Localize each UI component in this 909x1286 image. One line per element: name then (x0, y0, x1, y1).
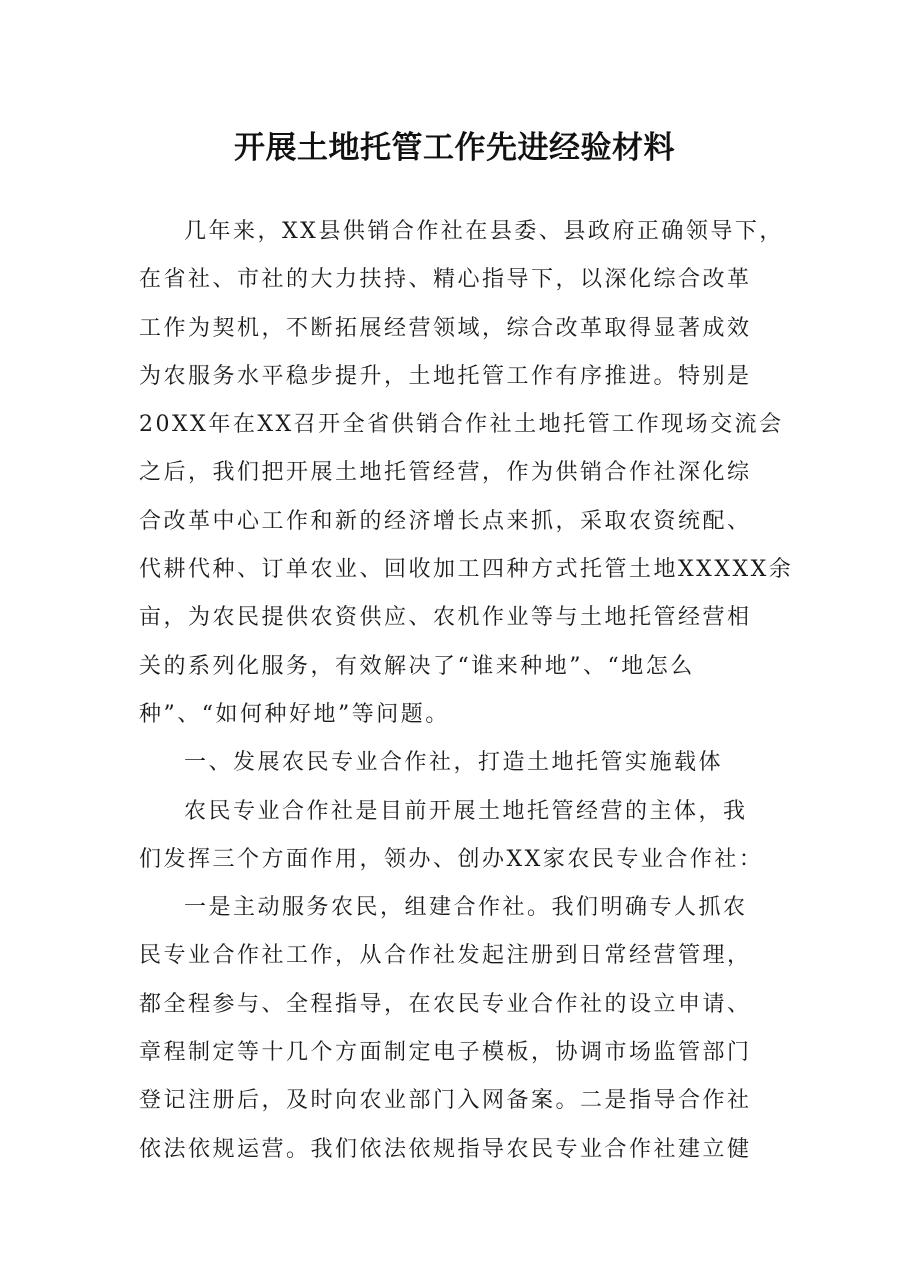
paragraph-line: 依法依规运营。我们依法依规指导农民专业合作社建立健 (139, 1136, 752, 1162)
paragraph-line: 民专业合作社工作，从合作社发起注册到日常经营管理， (139, 943, 752, 969)
paragraph-line: 为农服务水平稳步提升，土地托管工作有序推进。特别是 (139, 363, 752, 389)
document-body (139, 208, 794, 1174)
paragraph-line: 亩，为农民提供农资供应、农机作业等与土地托管经营相 (139, 605, 752, 631)
paragraph-line: 代耕代种、订单农业、回收加工四种方式托管土地XXXXX余 (139, 557, 794, 583)
paragraph-line: 农民专业合作社是目前开展土地托管经营的主体，我 (184, 798, 748, 824)
paragraph-line: 20XX年在XX召开全省供销合作社土地托管工作现场交流会 (139, 412, 784, 438)
paragraph-line: 几年来，XX县供销合作社在县委、县政府正确领导下， (184, 219, 784, 244)
paragraph-line: 种”、“如何种好地”等问题。 (139, 701, 450, 727)
section-heading: 一、发展农民专业合作社，打造土地托管实施载体 (184, 750, 724, 776)
paragraph-line: 们发挥三个方面作用，领办、创办XX家农民专业合作社： (139, 846, 764, 872)
paragraph-line: 在省社、市社的大力扶持、精心指导下，以深化综合改革 (139, 267, 752, 293)
paragraph-line: 都全程参与、全程指导，在农民专业合作社的设立申请、 (139, 991, 752, 1017)
paragraph-line: 章程制定等十几个方面制定电子模板，协调市场监管部门 (139, 1040, 752, 1066)
paragraph-line: 工作为契机，不断拓展经营领域，综合改革取得显著成效 (139, 315, 752, 341)
document-title: 开展土地托管工作先进经验材料 (234, 130, 675, 166)
paragraph-line: 合改革中心工作和新的经济增长点来抓，采取农资统配、 (139, 508, 752, 534)
paragraph-line: 之后，我们把开展土地托管经营，作为供销合作社深化综 (139, 460, 752, 486)
paragraph-line: 一是主动服务农民，组建合作社。我们明确专人抓农 (184, 895, 748, 921)
paragraph-line: 登记注册后，及时向农业部门入网备案。二是指导合作社 (139, 1088, 752, 1114)
paragraph-line: 关的系列化服务，有效解决了“谁来种地”、“地怎么 (139, 653, 695, 679)
